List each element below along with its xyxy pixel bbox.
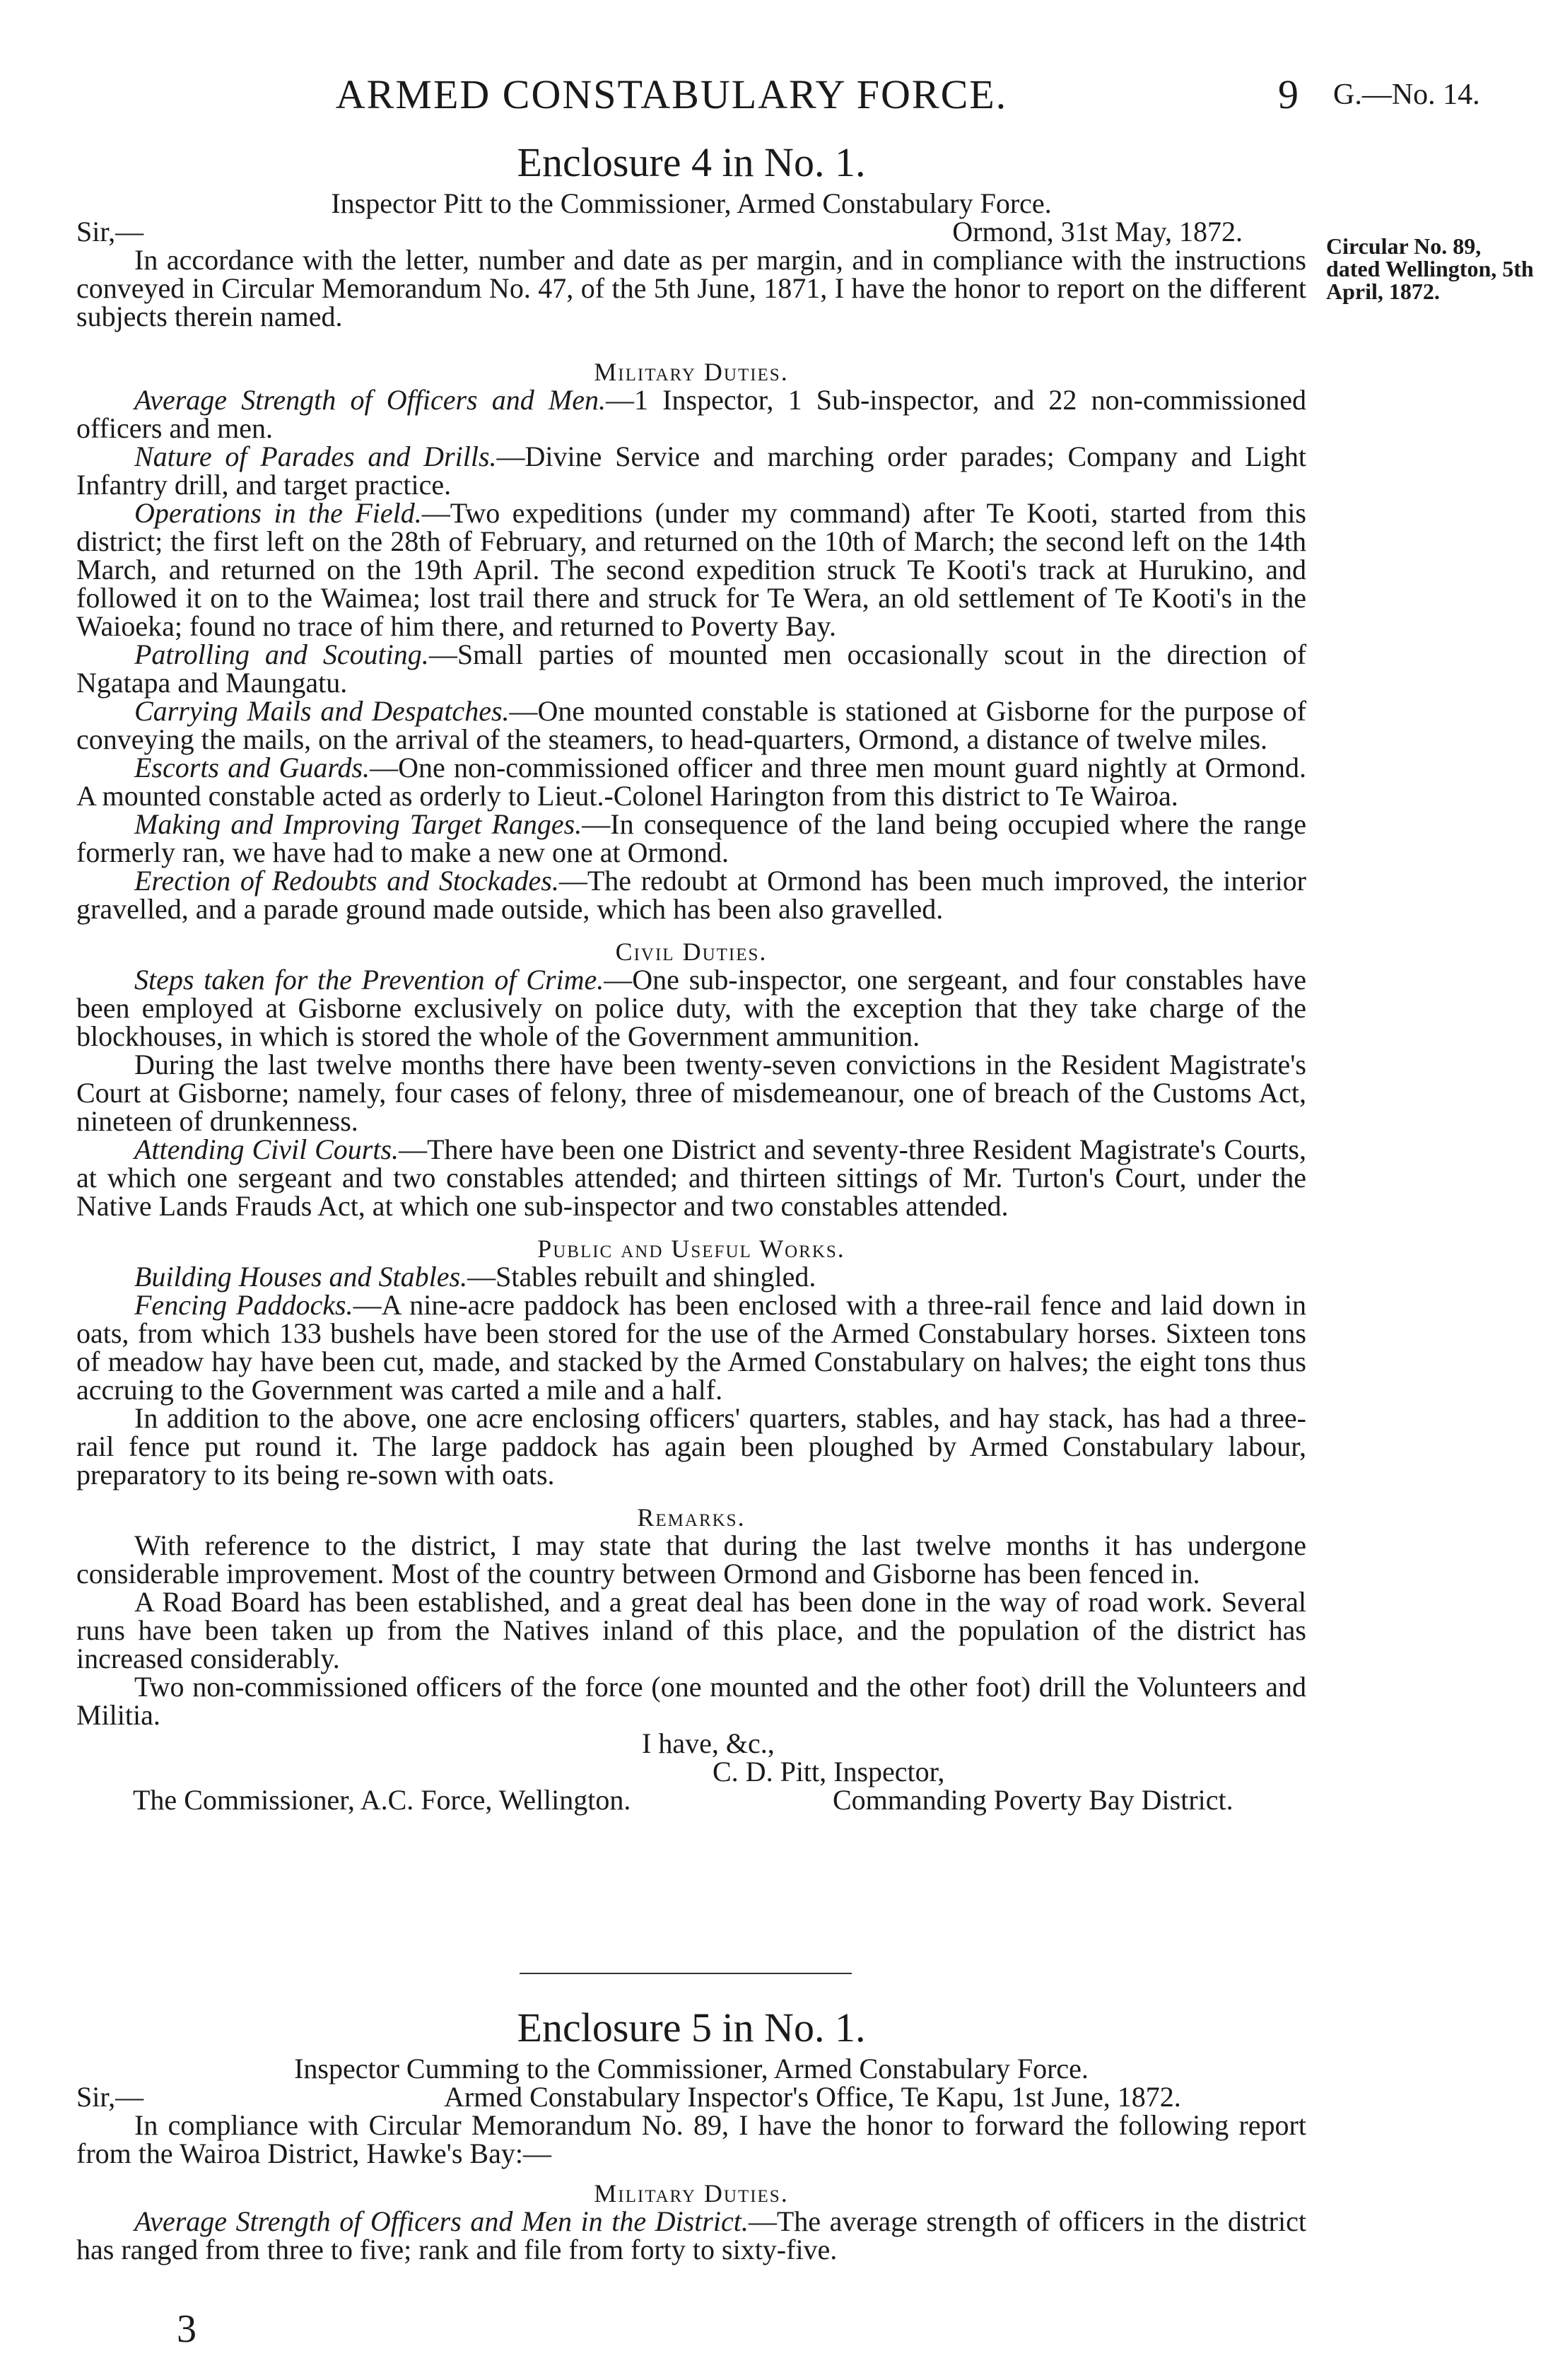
paragraph-heading: Average Strength of Officers and Men in the District. <box>134 2205 749 2237</box>
salutation: Sir,— <box>76 2081 144 2113</box>
separator-rule <box>520 1973 852 1974</box>
section-heading-military: Military Duties. <box>594 358 789 386</box>
paragraph-text: In addition to the above, one acre enclosing officers' quarters, stables, and hay stack, has had a three-rail fence put round it. The large paddock has again been ploughed by Armed Constabulary labour, preparatory to its being re-sown with oats. <box>76 1402 1306 1491</box>
remarks-list <box>76 1529 1306 1731</box>
closing: I have, &c., <box>642 1727 775 1759</box>
enclosure-4 <box>76 140 1306 1814</box>
civil-duties-list <box>76 966 1306 1220</box>
enclosure-title: Enclosure 5 in No. 1. <box>517 2005 866 2051</box>
paragraph <box>76 1051 1306 1136</box>
paragraph <box>76 1263 1306 1291</box>
paragraph-text: —The redoubt at Ormond has been much improved, the interior gravelled, and a parade ground made outside, which has been also gravelled. <box>76 865 1306 925</box>
page-number: 9 <box>1278 71 1299 117</box>
section-heading-military: Military Duties. <box>594 2179 789 2207</box>
paragraph-heading: Operations in the Field. <box>134 497 422 529</box>
paragraph-heading: Steps taken for the Prevention of Crime. <box>134 964 604 996</box>
paragraph-text: —A nine-acre paddock has been enclosed with a three-rail fence and laid down in oats, from which 133 bushels have been stored for the use of the Armed Constabulary horses. Sixteen tons of meadow hay have been cut, made, and stacked by the Armed Constabulary on halves; the eight tons thus accruing to the Government was carted a mile and a half. <box>76 1289 1306 1406</box>
enclosure-title: Enclosure 4 in No. 1. <box>517 139 866 185</box>
paragraph: Two non-commissioned officers of the force (one mounted and the other foot) drill the Volunteers and Militia. <box>76 1671 1306 1731</box>
paragraph-heading: Patrolling and Scouting. <box>134 638 429 670</box>
enclosure-subtitle: Inspector Cumming to the Commissioner, Armed Constabulary Force. <box>294 2053 1089 2084</box>
paragraph <box>76 638 1307 699</box>
document-code: G.—No. 14. <box>1333 78 1480 111</box>
paragraph-heading: Nature of Parades and Drills. <box>134 441 497 472</box>
addressee-row <box>76 1786 1306 1814</box>
paragraph <box>76 1291 1306 1404</box>
place-date: Ormond, 31st May, 1872. <box>952 216 1243 247</box>
paragraph-text: —In consequence of the land being occupied where the range formerly ran, we have had to make a new one at Ormond. <box>76 808 1306 868</box>
salutation-row <box>76 2083 1306 2111</box>
paragraph-text: —One mounted constable is stationed at Gisborne for the purpose of conveying the mails, on the arrival of the steamers, to head-quarters, Ormond, a distance of twelve miles. <box>76 695 1307 755</box>
running-title: ARMED CONSTABULARY FORCE. <box>335 71 1008 117</box>
paragraph <box>76 499 1306 641</box>
military-duties-list <box>76 2207 1306 2264</box>
paragraph-text: —One non-commissioned officer and three men mount guard nightly at Ormond. A mounted constable acted as orderly to Lieut.-Colonel Harington from this district to Te Wairoa. <box>76 752 1306 812</box>
paragraph-heading: Carrying Mails and Despatches. <box>134 695 510 727</box>
paragraph-heading: Making and Improving Target Ranges. <box>134 808 582 840</box>
paragraph-text: —There have been one District and seventy-three Resident Magistrate's Courts, at which one sergeant and two constables attended; and thirteen sittings of Mr. Turton's Court, under the Native Lands Frauds Act, at which one sub-inspector and two constables attended. <box>76 1133 1306 1222</box>
addressee: The Commissioner, A.C. Force, Wellington. <box>133 1784 631 1816</box>
military-duties-list <box>76 386 1306 923</box>
paragraph <box>76 810 1306 867</box>
running-head <box>0 71 1553 127</box>
public-works-list <box>76 1263 1306 1489</box>
paragraph <box>76 1133 1306 1222</box>
paragraph-text: —The average strength of officers in the district has ranged from three to five; rank and file from forty to sixty-five. <box>76 2205 1306 2265</box>
paragraph <box>76 386 1306 443</box>
paragraph <box>76 2207 1306 2264</box>
enclosure-subtitle: Inspector Pitt to the Commissioner, Armed Constabulary Force. <box>331 187 1052 219</box>
paragraph <box>76 697 1306 754</box>
paragraph-heading: Building Houses and Stables. <box>134 1261 468 1293</box>
salutation: Sir,— <box>76 216 144 247</box>
paragraph-heading: Attending Civil Courts. <box>134 1133 399 1165</box>
signature: C. D. Pitt, Inspector, <box>713 1756 945 1787</box>
section-heading-civil: Civil Duties. <box>615 938 768 966</box>
section-heading-remarks: Remarks. <box>637 1503 746 1532</box>
paragraph-heading: Erection of Redoubts and Stockades. <box>134 865 559 897</box>
command: Commanding Poverty Bay District. <box>833 1784 1233 1816</box>
paragraph-heading: Average Strength of Officers and Men. <box>134 384 606 416</box>
intro-paragraph: In accordance with the letter, number and date as per margin, and in compliance with the instructions conveyed in Circular Memorandum No. 47, of the 5th June, 1871, I have the honor to report on the different subjects therein named. <box>76 244 1306 332</box>
paragraph-text: —1 Inspector, 1 Sub-inspector, and 22 non-commissioned officers and men. <box>76 384 1307 444</box>
paragraph <box>76 1404 1306 1489</box>
intro-paragraph: In compliance with Circular Memorandum No. 89, I have the honor to forward the following report from the Wairoa District, Hawke's Bay:— <box>76 2109 1306 2169</box>
paragraph: A Road Board has been established, and a great deal has been done in the way of road work. Several runs have been taken up from the Natives inland of this place, and the population of the district has increased considerably. <box>76 1586 1306 1674</box>
paragraph-text: During the last twelve months there have been twenty-seven convictions in the Resident Magistrate's Court at Gisborne; namely, four cases of felony, three of misdemeanour, one of breach of the Customs Act, nineteen of drunkenness. <box>76 1049 1306 1137</box>
paragraph <box>76 966 1306 1051</box>
signature-mark: 3 <box>177 2307 197 2351</box>
paragraph-text: —One sub-inspector, one sergeant, and four constables have been employed at Gisborne exclusively on police duty, with the exception that they take charge of the blockhouses, in which is stored the whole of the Government ammunition. <box>76 964 1306 1052</box>
paragraph-heading: Escorts and Guards. <box>134 752 370 783</box>
closing-row <box>76 1729 1306 1758</box>
paragraph <box>76 754 1306 810</box>
paragraph-text: —Two expeditions (under my command) after Te Kooti, started from this district; the first left on the 28th of February, and returned on the 10th of March; the second left on the 14th March, and returned on the 19th April. The second expedition struck Te Kooti's track at Hurukino, and followed it on to the Waimea; lost trail there and struck for Te Wera, an old settlement of Te Kooti's in the Waioeka; found no trace of him there, and returned to Poverty Bay. <box>76 497 1307 642</box>
section-heading-works: Public and Useful Works. <box>537 1235 845 1263</box>
paragraph-text: —Divine Service and marching order parades; Company and Light Infantry drill, and target practice. <box>76 441 1307 501</box>
place-date: Armed Constabulary Inspector's Office, Te Kapu, 1st June, 1872. <box>444 2081 1181 2113</box>
paragraph-text: —Stables rebuilt and shingled. <box>467 1261 816 1293</box>
enclosure-5 <box>76 2005 1306 2264</box>
salutation-row <box>76 218 1306 246</box>
paragraph-text: —Small parties of mounted men occasionally scout in the direction of Ngatapa and Maungatu. <box>76 638 1307 699</box>
signature-row <box>76 1758 1306 1786</box>
paragraph <box>76 867 1306 923</box>
margin-note: Circular No. 89, dated Wellington, 5th April, 1872. <box>1326 233 1534 304</box>
paragraph <box>76 443 1306 499</box>
paragraph: With reference to the district, I may state that during the last twelve months it has undergone considerable improvement. Most of the country between Ormond and Gisborne has been fenced in. <box>76 1529 1306 1589</box>
paragraph-heading: Fencing Paddocks. <box>134 1289 353 1321</box>
